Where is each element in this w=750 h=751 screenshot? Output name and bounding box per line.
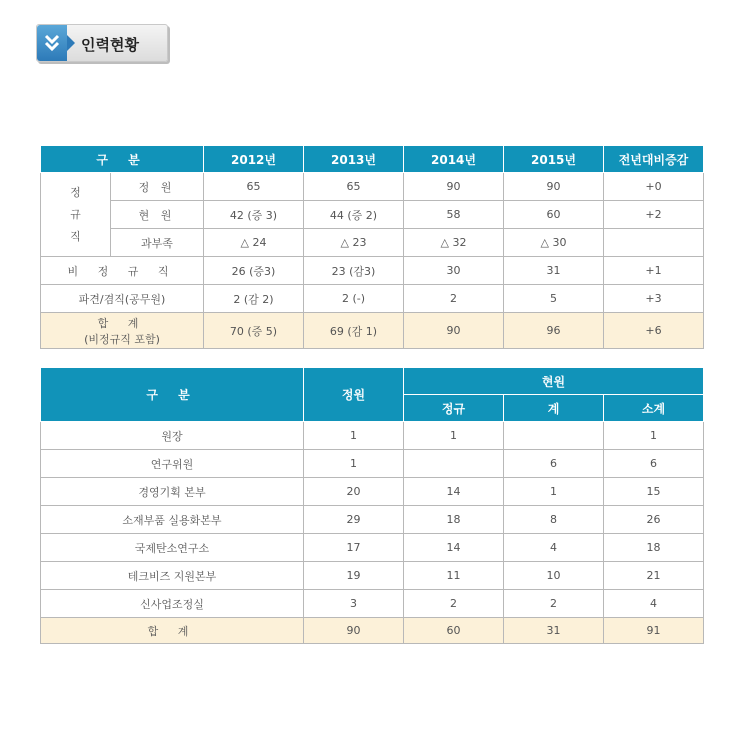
- cell: 29: [304, 506, 404, 534]
- cell: +1: [604, 257, 704, 285]
- table-row: [41, 201, 704, 229]
- cell: 3: [304, 590, 404, 618]
- header-quota: 정원: [304, 368, 404, 422]
- cell: 8: [504, 506, 604, 534]
- cell: 4: [504, 534, 604, 562]
- cell: 42 (증 3): [204, 201, 304, 229]
- cell: 2 (-): [304, 285, 404, 313]
- staffing-by-department-table: [40, 367, 704, 644]
- header-subtotal: 소계: [604, 395, 704, 422]
- page-title: 인력현황: [81, 36, 139, 54]
- cell: 5: [504, 285, 604, 313]
- cell: 2: [404, 590, 504, 618]
- header-2014: 2014년: [404, 146, 504, 173]
- cell: △ 32: [404, 229, 504, 257]
- row-label: 현 원: [111, 201, 204, 229]
- cell: 4: [604, 590, 704, 618]
- cell: 31: [504, 257, 604, 285]
- header-current-staff: 현원: [404, 368, 704, 395]
- header-category: 구 분: [41, 146, 204, 173]
- cell: 19: [304, 562, 404, 590]
- double-chevron-down-icon: [37, 25, 67, 61]
- cell: [504, 422, 604, 450]
- table-row: [41, 285, 704, 313]
- cell: 31: [504, 618, 604, 644]
- cell: 6: [504, 450, 604, 478]
- cell: 69 (감 1): [304, 313, 404, 349]
- cell: 14: [404, 478, 504, 506]
- header-2012: 2012년: [204, 146, 304, 173]
- table-row: [41, 562, 704, 590]
- cell: 11: [404, 562, 504, 590]
- cell: 44 (증 2): [304, 201, 404, 229]
- cell: 1: [604, 422, 704, 450]
- cell: 65: [204, 173, 304, 201]
- cell: 1: [304, 450, 404, 478]
- cell: [604, 229, 704, 257]
- table-row: [41, 534, 704, 562]
- table-header-row: [41, 368, 704, 395]
- department-name: 국제탄소연구소: [41, 534, 304, 562]
- table-total-row: [41, 313, 704, 349]
- cell: 65: [304, 173, 404, 201]
- cell: 21: [604, 562, 704, 590]
- table-row: [41, 506, 704, 534]
- cell: [404, 450, 504, 478]
- department-name: 연구위원: [41, 450, 304, 478]
- header-category: 구 분: [41, 368, 304, 422]
- header-total: 계: [504, 395, 604, 422]
- department-name: 테크비즈 지원본부: [41, 562, 304, 590]
- cell: △ 30: [504, 229, 604, 257]
- cell: 10: [504, 562, 604, 590]
- cell: 14: [404, 534, 504, 562]
- cell: 1: [304, 422, 404, 450]
- header-2015: 2015년: [504, 146, 604, 173]
- cell: 96: [504, 313, 604, 349]
- row-label: 과부족: [111, 229, 204, 257]
- cell: 90: [404, 173, 504, 201]
- row-label: 파견/겸직(공무원): [41, 285, 204, 313]
- table-row: [41, 229, 704, 257]
- regular-staff-group-label: 정 규 직: [41, 173, 111, 257]
- cell: 26 (증3): [204, 257, 304, 285]
- cell: 18: [404, 506, 504, 534]
- table-header-row: [41, 146, 704, 173]
- header-yoy-change: 전년대비증감: [604, 146, 704, 173]
- department-name: 원장: [41, 422, 304, 450]
- department-name: 경영기획 본부: [41, 478, 304, 506]
- department-name: 신사업조정실: [41, 590, 304, 618]
- total-label: 합 계: [41, 618, 304, 644]
- cell: +0: [604, 173, 704, 201]
- table-total-row: [41, 618, 704, 644]
- table-row: [41, 173, 704, 201]
- total-label: 합 계 (비정규직 포함): [41, 313, 204, 349]
- cell: 90: [504, 173, 604, 201]
- cell: 60: [504, 201, 604, 229]
- department-name: 소재부품 실용화본부: [41, 506, 304, 534]
- cell: 30: [404, 257, 504, 285]
- cell: △ 23: [304, 229, 404, 257]
- cell: △ 24: [204, 229, 304, 257]
- cell: +3: [604, 285, 704, 313]
- cell: 1: [404, 422, 504, 450]
- row-label: 정 원: [111, 173, 204, 201]
- staffing-by-year-table: [40, 145, 704, 349]
- cell: 90: [304, 618, 404, 644]
- cell: 6: [604, 450, 704, 478]
- cell: 26: [604, 506, 704, 534]
- cell: 70 (증 5): [204, 313, 304, 349]
- cell: 17: [304, 534, 404, 562]
- table-row: [41, 422, 704, 450]
- cell: +2: [604, 201, 704, 229]
- cell: 90: [404, 313, 504, 349]
- cell: 1: [504, 478, 604, 506]
- cell: 20: [304, 478, 404, 506]
- table-row: [41, 450, 704, 478]
- section-title-tab: [36, 24, 168, 62]
- cell: 58: [404, 201, 504, 229]
- cell: 15: [604, 478, 704, 506]
- cell: 18: [604, 534, 704, 562]
- cell: 2: [404, 285, 504, 313]
- table-row: [41, 478, 704, 506]
- row-label: 비 정 규 직: [41, 257, 204, 285]
- table-row: [41, 257, 704, 285]
- cell: 91: [604, 618, 704, 644]
- cell: +6: [604, 313, 704, 349]
- header-regular: 정규: [404, 395, 504, 422]
- cell: 2: [504, 590, 604, 618]
- table-row: [41, 590, 704, 618]
- cell: 23 (감3): [304, 257, 404, 285]
- cell: 2 (감 2): [204, 285, 304, 313]
- header-2013: 2013년: [304, 146, 404, 173]
- cell: 60: [404, 618, 504, 644]
